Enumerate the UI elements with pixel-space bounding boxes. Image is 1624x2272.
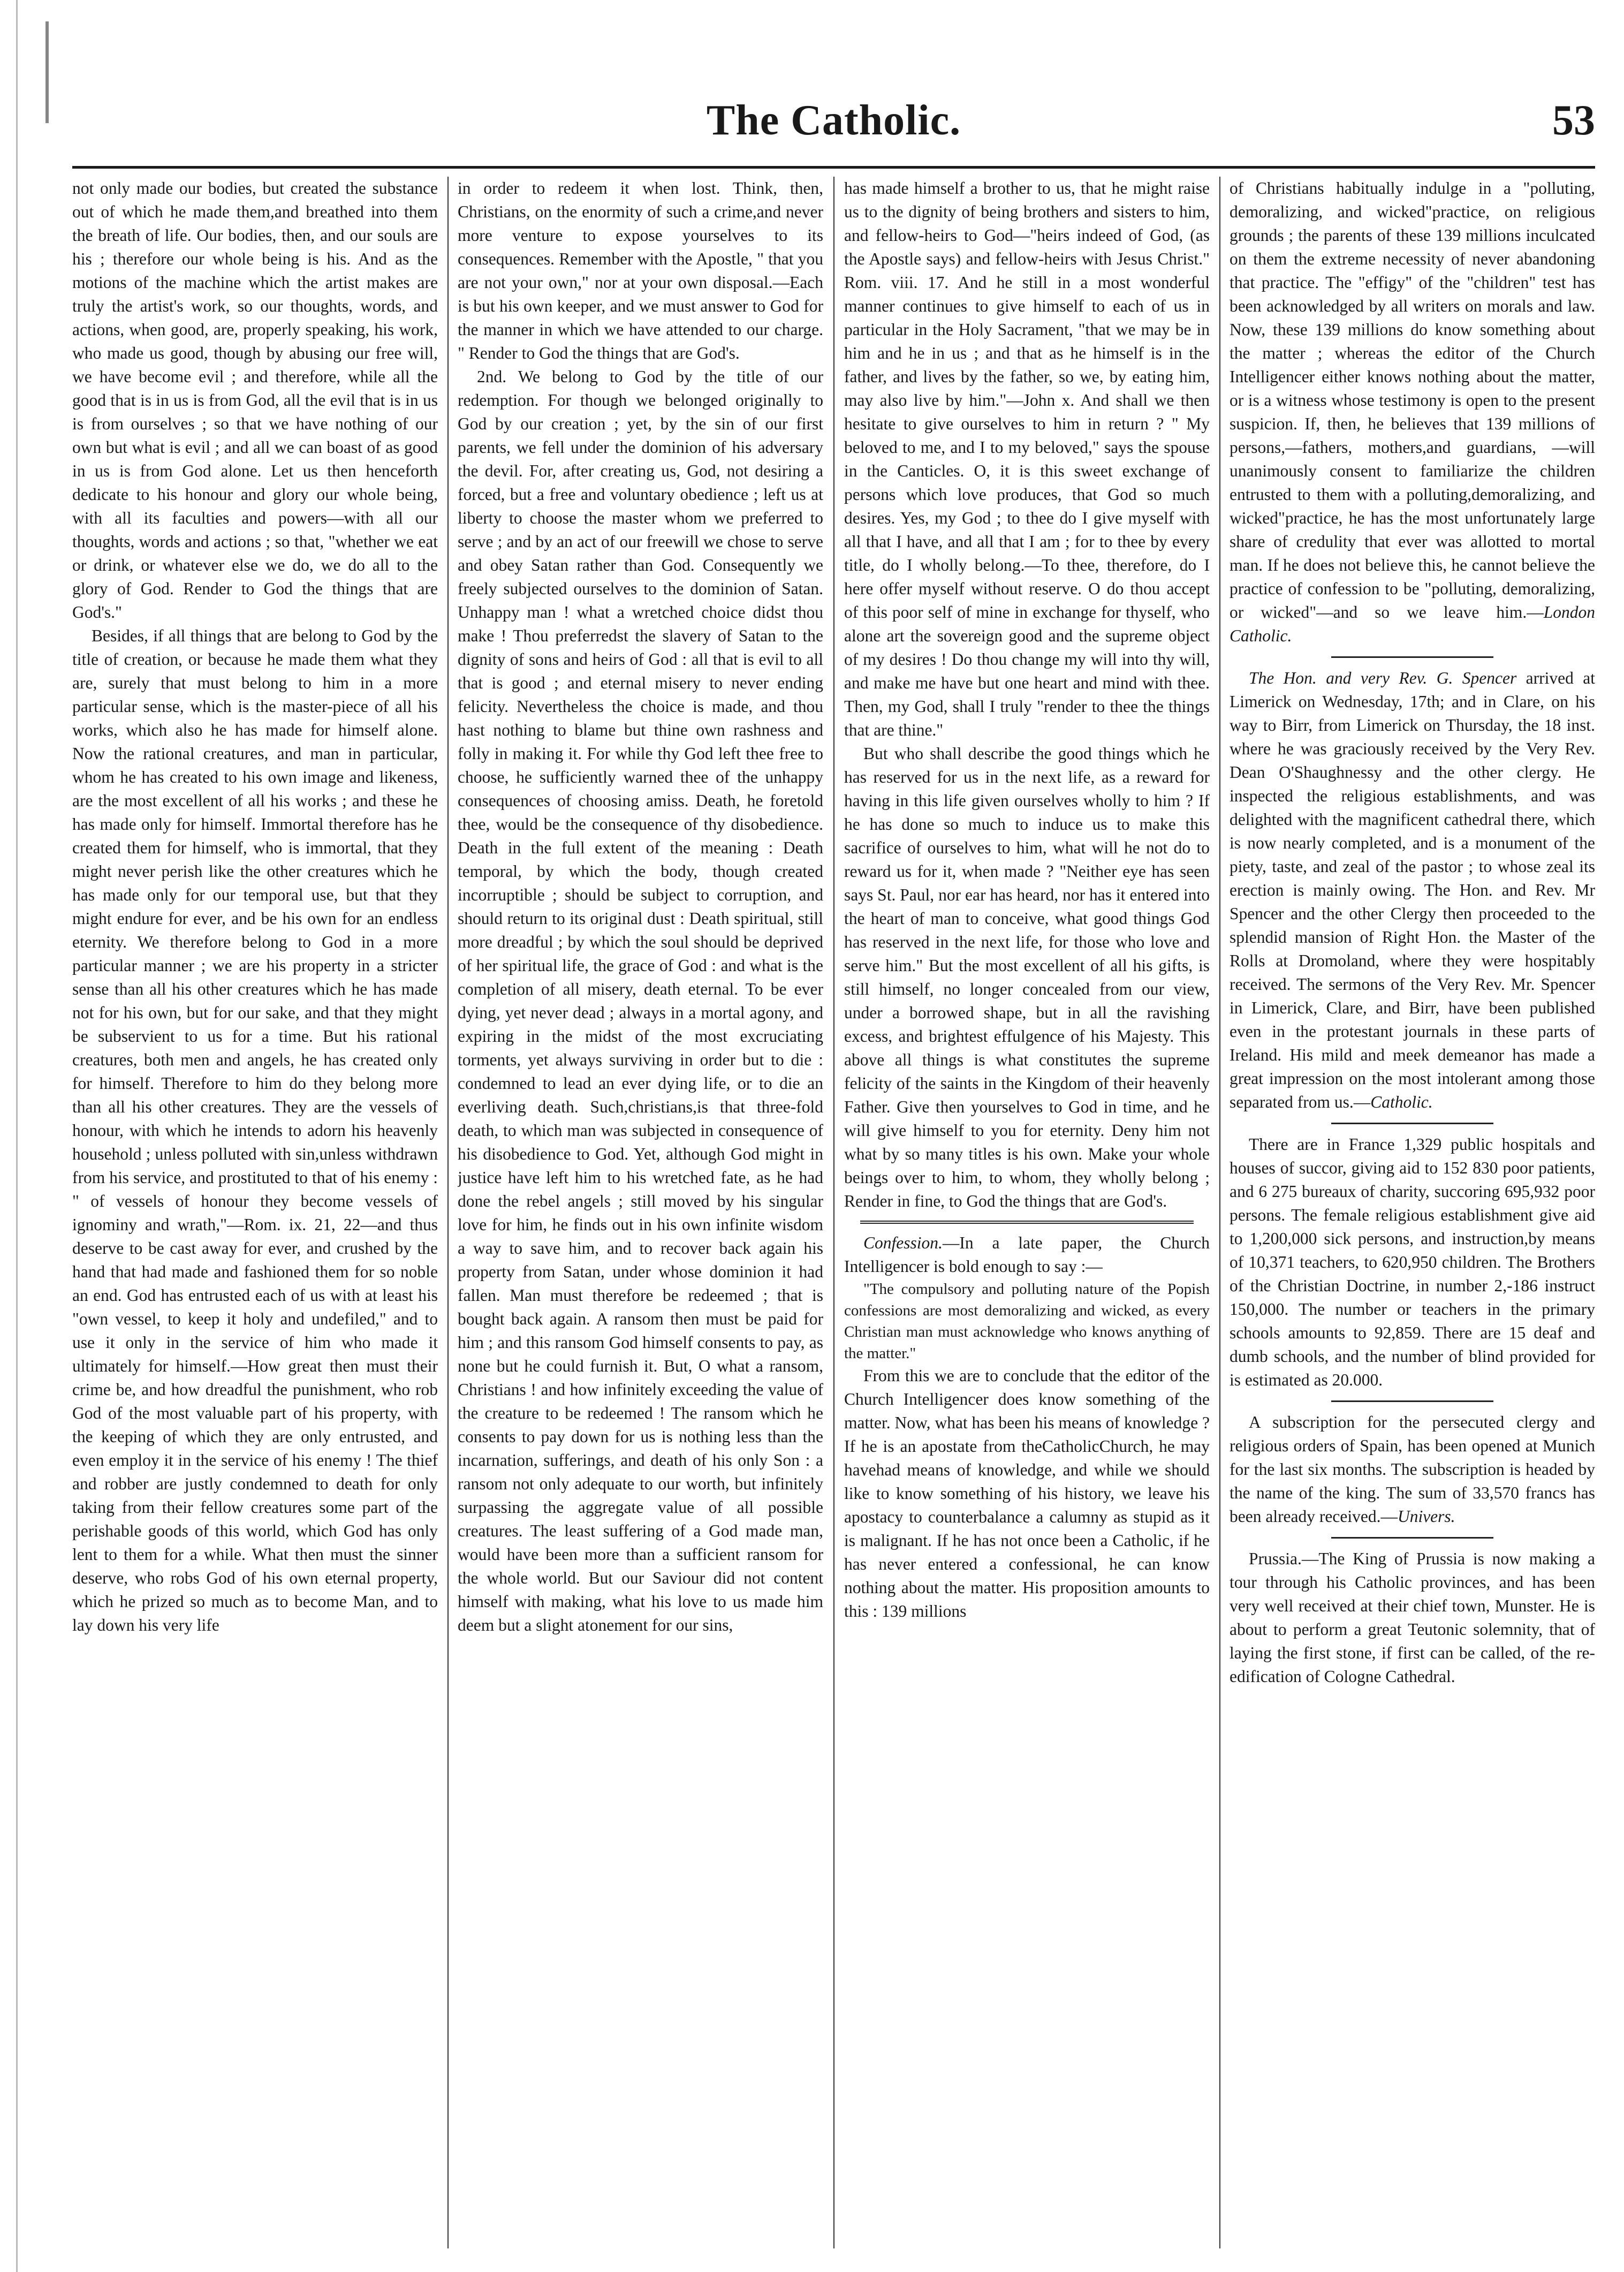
confession-heading: Confession. [863,1233,943,1252]
column-3 [844,177,1210,2259]
spain-body: A subscription for the persecuted clergy and religious orders of Spain, has been opened at Munich for the last six months. The subscription is headed by the name of the king. The sum of 33,570 francs has been already received.— [1230,1413,1595,1526]
source-credit: Univers. [1397,1507,1455,1526]
spencer-heading: The Hon. and very Rev. G. Spencer [1249,669,1517,687]
column-rule [833,177,834,2248]
paragraph-text: of Christians habitually indulge in a "polluting, demoralizing, and wicked"practice, on religious grounds ; the parents of these 139 millions inculcated on them the extreme necessity of never abandoning that practice. The "effigy" of the "children" test has been acknowledged by all writers on morals and law. Now, these 139 millions do know something about the matter ; whereas the editor of the Church Intelligencer either knows nothing about the matter, or is a witness whose testimony is open to the present suspicion. If, then, he believes that 139 millions of persons,—fathers, mothers,and guardians, —will unanimously consent to familiarize the children entrusted to them with a polluting,demoralizing, and wicked"practice, he has the most unfortunately large share of credulity that ever was allotted to mortal man. If he does not believe this, he cannot believe the practice of confession to be "polluting, demoralizing, or wicked"—and so we leave him.— [1230,179,1595,622]
scan-mark [45,21,49,123]
section-divider [1331,1123,1493,1124]
column-2 [458,177,823,2259]
prussia-body: —The King of Prussia is now making a tour through his Catholic provinces, and has been very well received at their chief town, Munster. He is about to perform a great Teutonic solemnity, that of laying the first stone, if first can be called, of the re-edification of Cologne Cathedral. [1230,1549,1595,1686]
spain-item [1230,1411,1595,1528]
spencer-body: arrived at Limerick on Wednesday, 17th; and in Clare, on his way to Birr, from Limerick on Thursday, the 18 inst. where he was graciously received by the Very Rev. Dean O'Shaughnessy and the other clergy. He inspected the religious establishments, and was delighted with the magnificent cathedral there, which is now nearly completed, and is a monument of the piety, taste, and zeal of the pastor ; to whose zeal its erection is mainly owing. The Hon. and Rev. Mr Spencer and the other Clergy then proceeded to the splendid mansion of Right Hon. the Master of the Rolls at Dromoland, where they were hospitably received. The sermons of the Very Rev. Mr. Spencer in Limerick, Clare, and Birr, have been published even in the protestant journals in these parts of Ireland. His mild and meek demeanor has made a great impression on the most intolerant among those separated from us.— [1230,669,1595,1111]
spencer-item [1230,667,1595,1114]
scan-binding-edge [16,0,66,2272]
section-divider [860,1221,1194,1224]
paragraph: 2nd. We belong to God by the title of our redemption. For though we belonged originally to God by our creation ; yet, by the sin of our first parents, we fell under the dominion of his adversary the devil. For, after creating us, God, not desiring a forced, but a free and voluntary obedience ; left us at liberty to choose the master whom we preferred to serve ; and by an act of our freewill we chose to serve and obey Satan rather than God. Consequently we freely subjected ourselves to the dominion of Satan. Unhappy man ! what a wretched choice didst thou make ! Thou preferredst the slavery of Satan to the dignity of sons and heirs of God : all that is evil to all that is good ; and eternal misery to never ending felicity. Nevertheless the choice is made, and thou hast nothing to blame but thine own rashness and folly in making it. For while thy God left thee free to choose, he sufficiently warned thee of the unhappy consequences of choosing amiss. Death, he foretold thee, would be the consequence of thy disobedience. Death in the full extent of the meaning : Death temporal, by which the body, though created incorruptible ; should be subject to corruption, and should return to its original dust : Death spiritual, still more dreadful ; by which the soul should be deprived of her spiritual life, the grace of God : and what is the completion of all misery, death eternal. To be ever dying, yet never dead ; always in a mortal agony, and expiring in the midst of the most excruciating torments, yet always surviving in order but to die : condemned to lead an ever dying life, or to die an everliving death. Such,christians,is that three-fold death, to which man was subjected in consequence of his disobedience to God. Yet, although God might in justice have left him to his wretched fate, as he had done the rebel angels ; still moved by his singular love for him, he finds out in his own infinite wisdom a way to save him, and to recover back again his property from Satan, under whose dominion it had fallen. Man must therefore be redeemed ; that is bought back again. A ransom then must be paid for him ; and this ransom God himself consents to pay, as none but he could furnish it. But, O what a ransom, Christians ! and how infinitely exceeding the value of the creature to be redeemed ! The ransom which he consents to pay down for us is nothing less than the incarnation, sufferings, and death of his only Son : a ransom not only adequate to our worth, but infinitely surpassing the aggregate value of all possible creatures. The least suffering of a God made man, would have been more than a sufficient ransom for the whole world. But our Saviour did not content himself with making, what his love to us made him deem but a slight atonement for our sins, [458,367,823,1634]
confession-body: From this we are to conclude that the editor of the Church Intelligencer does know something of the matter. Now, what has been his means of knowledge ? If he is an apostate from theCatholicChurch, he may havehad means of knowledge, and while we should like to know something of his history, we leave his apostacy to counterbalance a calumny as stupid as it is malignant. If he has not once been a Catholic, if he has never entered a confessional, he can know nothing about the matter. His proposition amounts to this : 139 millions [844,1366,1210,1620]
source-credit: Catholic. [1370,1093,1433,1111]
prussia-item [1230,1547,1595,1688]
page-title: The Catholic. [706,97,961,144]
source-credit: London Catholic. [1230,603,1595,645]
france-item: There are in France 1,329 public hospitals and houses of succor, giving aid to 152 830 poor patients, and 6 275 bureaux of charity, succoring 695,932 poor persons. The female religious establishment give aid to 1,200,000 sick persons, and instruction,by means of 10,371 teachers, to 620,950 children. The Brothers of the Christian Doctrine, in number 2,-186 instruct 150,000. The number or teachers in the primary schools amounts to 92,859. There are 15 deaf and dumb schools, and the number of blind provided for is estimated as 20.000. [1230,1135,1595,1389]
page-header [72,91,1595,161]
column-1 [72,177,438,2259]
confession-intro-text: —In a late paper, the Church Intelligencer is bold enough to say :— [844,1233,1210,1276]
section-divider [1331,1400,1493,1402]
section-divider [1331,1537,1493,1539]
confession-intro [844,1231,1210,1278]
column-4 [1230,177,1595,2259]
page-number: 53 [1552,97,1595,144]
header-rule [72,166,1595,169]
paragraph: Besides, if all things that are belong to God by the title of creation, or because he made them what they are, surely that must belong to him in a more particular sense, which is the master-piece of all his works, which also he has made for himself alone. Now the rational creatures, and man in particular, whom he has created to his own image and likeness, are the most excellent of all his works ; and these he has made only for himself. Immortal therefore has he created them for himself, who is immortal, that they might never perish like the other creatures which he has made only for our temporal use, but that they might endure for ever, and be his own for an endless eternity. We therefore belong to God in a more particular manner ; we are his property in a stricter sense than all his other creatures which he has made not for his own, but for our sake, and that they might be subservient to us for a time. But his rational creatures, both men and angels, he has created only for himself. Therefore to him do they belong more than all his other creatures. They are the vessels of honour, with which he intends to adorn his heavenly household ; unless polluted with sin,unless withdrawn from his service, and prostituted to that of his enemy : " of vessels of honour they become vessels of ignominy and wrath,"—Rom. ix. 21, 22—and thus deserve to be cast away for ever, and crushed by the hand that had made and fashioned them for so noble an end. God has entrusted each of us with at least his "own vessel, to keep it holy and undefiled," and to use it only in the service of him who made it ultimately for himself.—How great then must their crime be, and how dreadful the punishment, who rob God of the most valuable part of his property, with the keeping of which they are only entrusted, and even employ it in the service of his enemy ! The thief and robber are justly condemned to death for only taking from their fellow creatures some part of the perishable goods of this world, which God has only lent to them for a while. What then must the sinner deserve, who robs God of his own eternal property, which he prized so much as to become Man, and to lay down his very life [72,626,438,1634]
article-columns [72,177,1595,2259]
paragraph: in order to redeem it when lost. Think, then, Christians, on the enormity of such a crime,and never more venture to expose yourselves to its consequences. Remember with the Apostle, " that you are not your own," nor at your own disposal.—Each is but his own keeper, and we must answer to God for the manner in which we have attended to our charge. " Render to God the things that are God's. [458,179,823,362]
column-rule [447,177,449,2248]
section-divider [1331,656,1493,658]
paragraph: has made himself a brother to us, that he might raise us to the dignity of being brothers and sisters to him, and fellow-heirs to God—"heirs indeed of God, (as the Apostle says) and fellow-heirs with Jesus Christ." Rom. viii. 17. And he still in a most wonderful manner continues to give himself to each of us in particular in the Holy Sacrament, "that we may be in him and he in us ; and that as he himself is in the father, and lives by the father, so we, by eating him, may also live by him."—John x. And shall we then hesitate to give ourselves to him in return ? " My beloved to me, and I to my beloved," says the spouse in the Canticles. O, it is this sweet exchange of persons which love produces, that God so much desires. Yes, my God ; to thee do I give myself with all that I have, and all that I am ; for to thee by every title, do I wholly belong.—To thee, therefore, do I here offer myself without reserve. O do thou accept of this poor self of mine in exchange for thyself, who alone art the sovereign good and the supreme object of my desires ! Do thou change my will into thy will, and make me have but one heart and mind with thee. Then, my God, shall I truly "render to thee the things that are thine." [844,179,1210,739]
prussia-heading: Prussia. [1249,1549,1302,1568]
column-rule [1219,177,1220,2248]
paragraph: not only made our bodies, but created the substance out of which he made them,and breathed into them the breath of life. Our bodies, then, and our souls are his ; therefore our whole being is his. And as the motions of the machine which the artist makes are truly the artist's work, so our thoughts, words, and actions, when good, are, properly speaking, his work, who made us good, though by abusing our free will, we have become evil ; and therefore, while all the good that is in us is from God, all the evil that is in us is from ourselves ; so that we have nothing of our own but what is evil ; and all we can boast of as good in us is from God alone. Let us then henceforth dedicate to his honour and glory our whole being, with all its faculties and powers—with all our thoughts, words and actions ; so that, "whether we eat or drink, or whatever else we do, we do all to the glory of God. Render to God the things that are God's." [72,179,438,622]
paragraph [1230,177,1595,648]
confession-quote: "The compulsory and polluting nature of the Popish confessions are most demoralizing and wicked, as every Christian man must acknowledge who knows anything of the matter." [844,1281,1210,1362]
paragraph: But who shall describe the good things which he has reserved for us in the next life, as a reward for having in this life given ourselves wholly to him ? If he has done so much to induce us to make this sacrifice of ourselves to him, what will he not do to reward us for it, when made ? "Neither eye has seen says St. Paul, nor ear has heard, nor has it entered into the heart of man to conceive, what good things God has reserved in the next life, for those who love and serve him." But the most excellent of all his gifts, is still himself, no longer concealed from our view, under a borrowed shape, but in all the ravishing excess, and brightest effulgence of his Majesty. This above all things is what constitutes the supreme felicity of the saints in the Kingdom of their heavenly Father. Give then yourselves to God in time, and he will give himself to you for eternity. Deny him not what by so many titles is his own. Make your whole beings over to him, to whom, they wholly belong ; Render in fine, to God the things that are God's. [844,744,1210,1210]
